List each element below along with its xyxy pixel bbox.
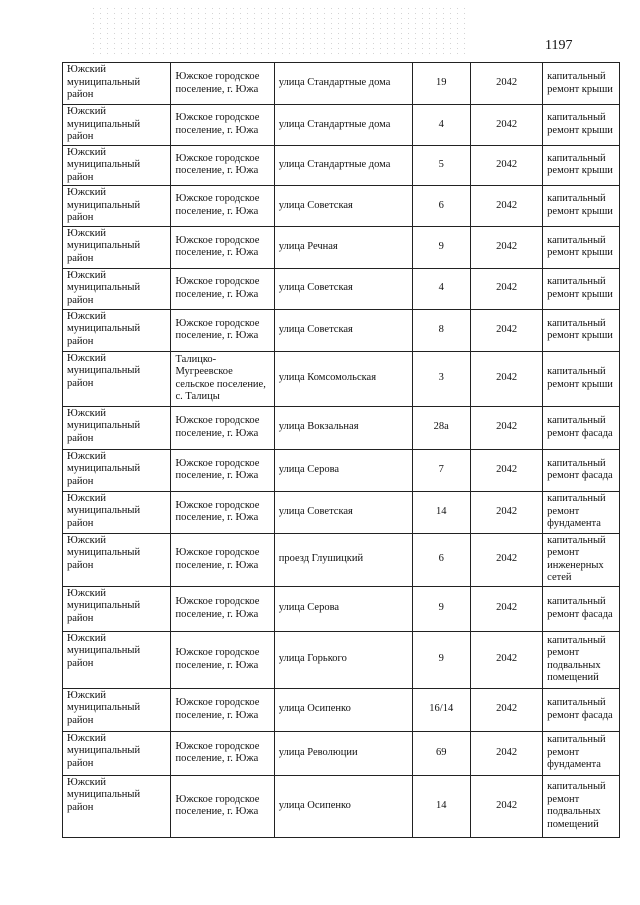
- table-row: [63, 309, 620, 351]
- settlement-cell: Южское городское поселение, г. Южа: [171, 63, 274, 105]
- work-type-cell: капитальный ремонт крыши: [543, 351, 620, 406]
- district-cell: Южский муниципальный район: [63, 449, 171, 491]
- house-number-cell: 16/14: [412, 688, 470, 731]
- district-cell: Южский муниципальный район: [63, 533, 171, 586]
- house-number-cell: 69: [412, 731, 470, 775]
- year-cell: 2042: [471, 186, 543, 227]
- street-cell: улица Вокзальная: [274, 406, 412, 449]
- house-number-cell: 3: [412, 351, 470, 406]
- work-type-cell: капитальный ремонт крыши: [543, 268, 620, 309]
- table-row: [63, 631, 620, 688]
- year-cell: 2042: [471, 731, 543, 775]
- settlement-cell: Южское городское поселение, г. Южа: [171, 775, 274, 837]
- year-cell: 2042: [471, 105, 543, 146]
- settlement-cell: Талицко-Мугреевское сельское поселение, с. Талицы: [171, 351, 274, 406]
- table-row: [63, 586, 620, 631]
- house-number-cell: 9: [412, 631, 470, 688]
- work-type-cell: капитальный ремонт подвальных помещений: [543, 775, 620, 837]
- house-number-cell: 14: [412, 491, 470, 533]
- street-cell: улица Речная: [274, 226, 412, 268]
- table-row: [63, 688, 620, 731]
- settlement-cell: Южское городское поселение, г. Южа: [171, 105, 274, 146]
- work-type-cell: капитальный ремонт фасада: [543, 449, 620, 491]
- district-cell: Южский муниципальный район: [63, 268, 171, 309]
- table-row: [63, 145, 620, 186]
- house-number-cell: 7: [412, 449, 470, 491]
- table-row: [63, 63, 620, 105]
- district-cell: Южский муниципальный район: [63, 491, 171, 533]
- house-number-cell: 28а: [412, 406, 470, 449]
- work-type-cell: капитальный ремонт крыши: [543, 105, 620, 146]
- year-cell: 2042: [471, 688, 543, 731]
- street-cell: улица Осипенко: [274, 688, 412, 731]
- settlement-cell: Южское городское поселение, г. Южа: [171, 586, 274, 631]
- year-cell: 2042: [471, 406, 543, 449]
- work-type-cell: капитальный ремонт фасада: [543, 586, 620, 631]
- street-cell: улица Серова: [274, 586, 412, 631]
- street-cell: улица Серова: [274, 449, 412, 491]
- year-cell: 2042: [471, 309, 543, 351]
- house-number-cell: 4: [412, 268, 470, 309]
- district-cell: Южский муниципальный район: [63, 688, 171, 731]
- work-type-cell: капитальный ремонт фасада: [543, 406, 620, 449]
- table-row: [63, 491, 620, 533]
- settlement-cell: Южское городское поселение, г. Южа: [171, 631, 274, 688]
- district-cell: Южский муниципальный район: [63, 351, 171, 406]
- district-cell: Южский муниципальный район: [63, 309, 171, 351]
- scan-noise: [90, 6, 470, 56]
- street-cell: улица Советская: [274, 186, 412, 227]
- year-cell: 2042: [471, 226, 543, 268]
- house-number-cell: 5: [412, 145, 470, 186]
- work-type-cell: капитальный ремонт крыши: [543, 145, 620, 186]
- settlement-cell: Южское городское поселение, г. Южа: [171, 449, 274, 491]
- settlement-cell: Южское городское поселение, г. Южа: [171, 145, 274, 186]
- settlement-cell: Южское городское поселение, г. Южа: [171, 309, 274, 351]
- year-cell: 2042: [471, 491, 543, 533]
- street-cell: улица Стандартные дома: [274, 105, 412, 146]
- work-type-cell: капитальный ремонт фундамента: [543, 491, 620, 533]
- work-type-cell: капитальный ремонт крыши: [543, 63, 620, 105]
- year-cell: 2042: [471, 268, 543, 309]
- district-cell: Южский муниципальный район: [63, 226, 171, 268]
- table-row: [63, 731, 620, 775]
- table-row: [63, 775, 620, 837]
- settlement-cell: Южское городское поселение, г. Южа: [171, 268, 274, 309]
- street-cell: улица Осипенко: [274, 775, 412, 837]
- table-row: [63, 186, 620, 227]
- district-cell: Южский муниципальный район: [63, 186, 171, 227]
- street-cell: улица Революции: [274, 731, 412, 775]
- page-number: 1197: [545, 38, 573, 53]
- table-row: [63, 226, 620, 268]
- year-cell: 2042: [471, 63, 543, 105]
- district-cell: Южский муниципальный район: [63, 63, 171, 105]
- work-type-cell: капитальный ремонт крыши: [543, 186, 620, 227]
- house-number-cell: 4: [412, 105, 470, 146]
- settlement-cell: Южское городское поселение, г. Южа: [171, 406, 274, 449]
- repair-schedule-table: [62, 62, 620, 838]
- year-cell: 2042: [471, 631, 543, 688]
- settlement-cell: Южское городское поселение, г. Южа: [171, 533, 274, 586]
- work-type-cell: капитальный ремонт подвальных помещений: [543, 631, 620, 688]
- settlement-cell: Южское городское поселение, г. Южа: [171, 731, 274, 775]
- year-cell: 2042: [471, 449, 543, 491]
- street-cell: улица Советская: [274, 268, 412, 309]
- house-number-cell: 9: [412, 226, 470, 268]
- table-row: [63, 406, 620, 449]
- year-cell: 2042: [471, 351, 543, 406]
- year-cell: 2042: [471, 586, 543, 631]
- table-row: [63, 351, 620, 406]
- year-cell: 2042: [471, 775, 543, 837]
- street-cell: улица Горького: [274, 631, 412, 688]
- settlement-cell: Южское городское поселение, г. Южа: [171, 491, 274, 533]
- street-cell: улица Советская: [274, 491, 412, 533]
- table-row: [63, 105, 620, 146]
- work-type-cell: капитальный ремонт фасада: [543, 688, 620, 731]
- work-type-cell: капитальный ремонт инженерных сетей: [543, 533, 620, 586]
- house-number-cell: 9: [412, 586, 470, 631]
- year-cell: 2042: [471, 145, 543, 186]
- house-number-cell: 14: [412, 775, 470, 837]
- settlement-cell: Южское городское поселение, г. Южа: [171, 226, 274, 268]
- street-cell: улица Стандартные дома: [274, 63, 412, 105]
- district-cell: Южский муниципальный район: [63, 731, 171, 775]
- district-cell: Южский муниципальный район: [63, 586, 171, 631]
- district-cell: Южский муниципальный район: [63, 631, 171, 688]
- settlement-cell: Южское городское поселение, г. Южа: [171, 688, 274, 731]
- district-cell: Южский муниципальный район: [63, 145, 171, 186]
- settlement-cell: Южское городское поселение, г. Южа: [171, 186, 274, 227]
- street-cell: улица Советская: [274, 309, 412, 351]
- table-row: [63, 268, 620, 309]
- house-number-cell: 6: [412, 533, 470, 586]
- house-number-cell: 19: [412, 63, 470, 105]
- house-number-cell: 8: [412, 309, 470, 351]
- work-type-cell: капитальный ремонт фундамента: [543, 731, 620, 775]
- table-row: [63, 449, 620, 491]
- table-row: [63, 533, 620, 586]
- work-type-cell: капитальный ремонт крыши: [543, 226, 620, 268]
- district-cell: Южский муниципальный район: [63, 105, 171, 146]
- street-cell: улица Стандартные дома: [274, 145, 412, 186]
- house-number-cell: 6: [412, 186, 470, 227]
- district-cell: Южский муниципальный район: [63, 775, 171, 837]
- street-cell: улица Комсомольская: [274, 351, 412, 406]
- year-cell: 2042: [471, 533, 543, 586]
- district-cell: Южский муниципальный район: [63, 406, 171, 449]
- work-type-cell: капитальный ремонт крыши: [543, 309, 620, 351]
- street-cell: проезд Глушицкий: [274, 533, 412, 586]
